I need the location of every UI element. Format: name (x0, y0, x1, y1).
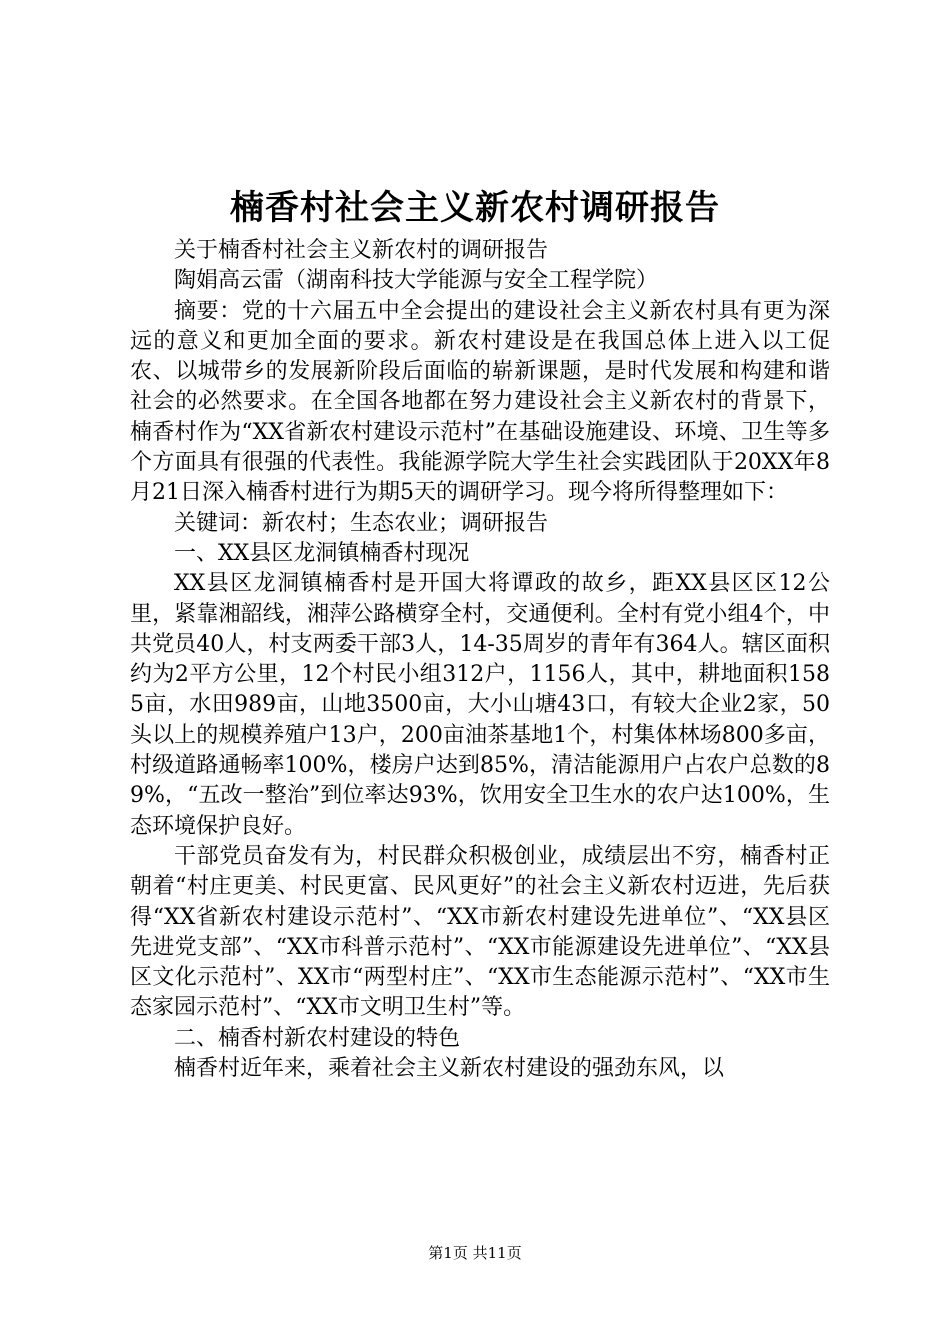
authors-line: 陶娟高云雷（湖南科技大学能源与安全工程学院） (174, 268, 659, 294)
page-footer: 第1页 共11页 (428, 1244, 522, 1262)
abstract-paragraph: 摘要：党的十六届五中全会提出的建设社会主义新农村具有更为深远的意义和更加全面的要求。新农村建设是在我国总体上进入以工促农、以城带乡的发展新阶段后面临的崭新课题，是时代发展和构建和谐社会的必然要求。在全国各地都在努力建设社会主义新农村的背景下，楠香村作为“XX省新农村建设示范村”在基础设施建设、环境、卫生等多个方面具有很强的代表性。我能源学院大学生社会实践团队于20XX年8月21日深入楠香村进行为期5天的调研学习。现今将所得整理如下： (130, 298, 830, 506)
keywords-line: 关键词：新农村；生态农业；调研报告 (174, 510, 549, 536)
section-heading-1: 一、XX县区龙洞镇楠香村现况 (174, 540, 470, 566)
document-body (130, 236, 830, 1084)
report-subtitle: 关于楠香村社会主义新农村的调研报告 (174, 238, 549, 263)
section-heading-2: 二、楠香村新农村建设的特色 (174, 1025, 461, 1051)
body-paragraph: XX县区龙洞镇楠香村是开国大将谭政的故乡，距XX县区区12公里，紧靠湘韶线，湘萍公路横穿全村，交通便利。全村有党小组4个，中共党员40人，村支两委干部3人，14-35周岁的青年有364人。辖区面积约为2平方公里，12个村民小组312户，1156人，其中，耕地面积1585亩，水田989亩，山地3500亩，大小山塘43口，有较大企业2家，50头以上的规模养殖户13户，200亩油茶基地1个，村集体林场800多亩，村级道路通畅率100%，楼房户达到85%，清洁能源用户占农户总数的89%，“五改一整治”到位率达93%，饮用安全卫生水的农户达100%，生态环境保护良好。 (130, 571, 830, 839)
body-paragraph: 干部党员奋发有为，村民群众积极创业，成绩层出不穷，楠香村正朝着“村庄更美、村民更富、民风更好”的社会主义新农村迈进，先后获得“XX省新农村建设示范村”、“XX市新农村建设先进单位”、“XX县区先进党支部”、“XX市科普示范村”、“XX市能源建设先进单位”、“XX县区文化示范村”、XX市“两型村庄”、“XX市生态能源示范村”、“XX市生态家园示范村”、“XX市文明卫生村”等。 (130, 843, 830, 1021)
document-title: 楠香村社会主义新农村调研报告 (230, 188, 720, 228)
body-paragraph: 楠香村近年来，乘着社会主义新农村建设的强劲东风，以 (174, 1056, 725, 1082)
